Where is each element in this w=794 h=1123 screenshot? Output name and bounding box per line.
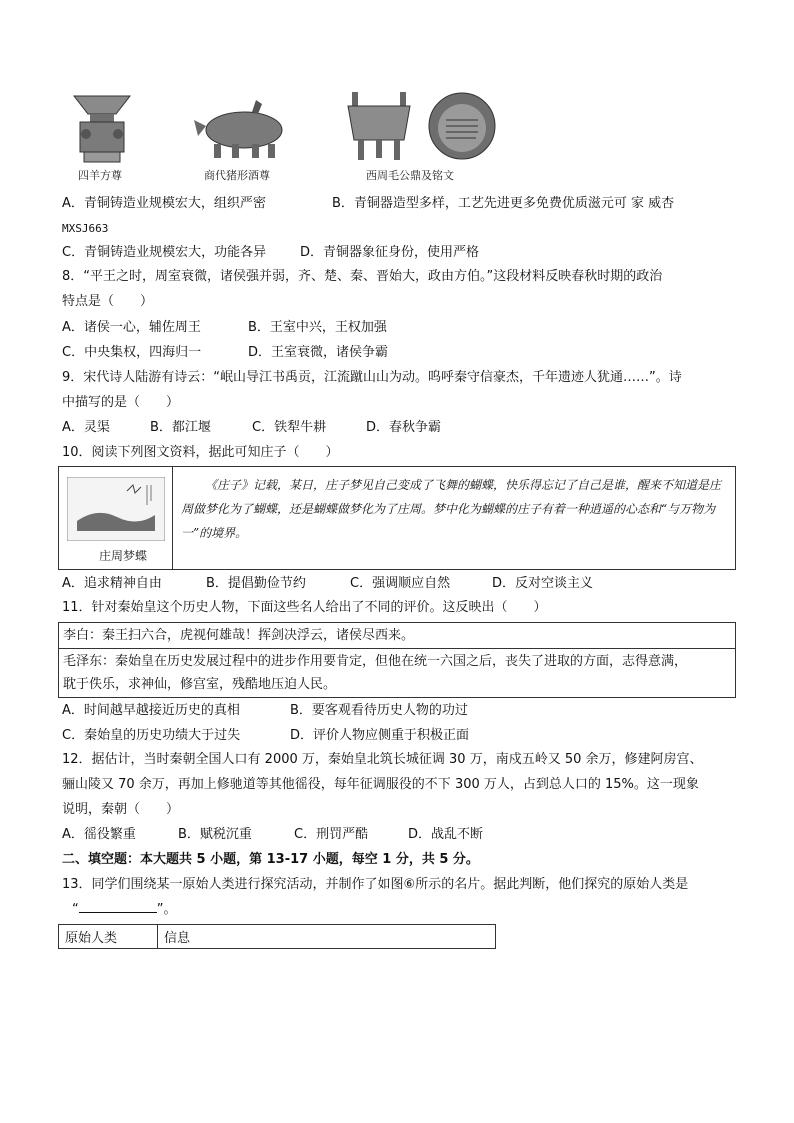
q9-option-c: C．铁犁牛耕 [252,420,327,435]
q7-option-a: A．青铜铸造业规模宏大，组织严密 [62,196,266,211]
open-quote: “ [72,902,79,917]
q7-option-b: B．青铜器造型多样，工艺先进更多免费优质滋元可 家 威杏 [332,196,675,211]
q8-option-c: C．中央集权，四海归一 [62,345,202,360]
figure-caption: 西周毛公鼎及铭文 [366,169,454,182]
q10-stem: 10．阅读下列图文资料，据此可知庄子（ ） [62,445,339,460]
watermark-code: MXSJ663 [62,222,109,235]
q8-stem-line1: 8．“平王之时，周室衰微，诸侯强并弱，齐、楚、秦、晋始大，政由方伯。”这段材料反映春秋时期的政治 [62,269,663,284]
q13-answer-line [72,900,177,919]
q11-option-a: A．时间越早越接近历史的真相 [62,703,240,718]
table-row [59,925,496,949]
answer-blank[interactable] [79,900,157,913]
quote-divider [59,648,735,649]
q12-stem-line2: 骊山陵又 70 余万，再加上修驰道等其他徭役，每年征调服役的不下 300 万人，占到总人口的 15%。这一现象 [62,777,699,792]
mao-quote-line2: 耽于佚乐，求神仙，修宫室，残酷地压迫人民。 [63,677,337,692]
q8-option-d: D．王室衰微，诸侯争霸 [248,345,389,360]
q12-option-c: C．刑罚严酷 [294,827,369,842]
q11-option-d: D．评价人物应侧重于积极正面 [290,728,470,743]
pig-shaped-zun-figure [192,96,290,162]
q10-option-a: A．追求精神自由 [62,576,162,591]
q11-quotes-box [58,622,736,698]
table-header-cell: 信息 [158,925,496,949]
q13-stem-line1: 13．同学们围绕某一原始人类进行探究活动，并制作了如图⑥所示的名片。据此判断，他们探究的原始人类是 [62,877,689,892]
q10-material-box [58,466,736,570]
q12-stem-line3: 说明，秦朝（ ） [62,802,180,817]
zhuangzhou-image-frame [59,467,173,569]
table-header-cell: 原始人类 [59,925,158,949]
figure-caption: 四羊方尊 [78,169,122,182]
mao-quote-line1: 毛泽东：秦始皇在历史发展过程中的进步作用要肯定，但他在统一六国之后，丧失了进取的方面，志得意满， [63,654,688,669]
q12-stem-line1: 12．据估计，当时秦朝全国人口有 2000 万，秦始皇北筑长城征调 30 万，南戍五岭又 50 余万，修建阿房宫、 [62,752,703,767]
q10-option-c: C．强调顺应自然 [350,576,451,591]
q12-option-b: B．赋税沉重 [178,827,252,842]
q9-stem-line2: 中描写的是（ ） [62,395,180,410]
zhuangzi-text: 《庄子》记载，某日，庄子梦见自己变成了飞舞的蝴蝶，快乐得忘记了自己是谁，醒来不知道是庄周做梦化为了蝴蝶，还是蝴蝶做梦化为了庄周。梦中化为蝴蝶的庄子有着一种逍遥的心态和“与万物为一”的境界。 [181,478,722,540]
q12-option-a: A．徭役繁重 [62,827,136,842]
q7-option-c: C．青铜铸造业规模宏大，功能各异 [62,245,267,260]
q12-option-d: D．战乱不断 [408,827,484,842]
maogong-ding-figure [342,90,416,164]
inscription-bowl-figure [426,90,498,162]
q9-option-a: A．灵渠 [62,420,110,435]
q9-stem-line1: 9．宋代诗人陆游有诗云：“岷山导江书禹贡，江流蹴山山为动。呜呼秦守信豪杰，千年遗迹人犹通……”。诗 [62,370,682,385]
q9-option-d: D．春秋争霸 [366,420,442,435]
close-quote: ”。 [156,902,177,917]
q8-option-b: B．王室中兴，王权加强 [248,320,387,335]
q11-stem: 11．针对秦始皇这个历史人物，下面这些名人给出了不同的评价。这反映出（ ） [62,600,547,615]
li-bai-quote: 李白：秦王扫六合，虎视何雄哉！挥剑决浮云，诸侯尽西来。 [63,628,415,643]
four-ram-zun-figure [66,92,138,166]
q10-option-b: B．提倡勤俭节约 [206,576,306,591]
q10-option-d: D．反对空谈主义 [492,576,594,591]
q8-stem-line2: 特点是（ ） [62,294,154,309]
q11-option-c: C．秦始皇的历史功绩大于过失 [62,728,241,743]
q13-info-table [58,924,496,949]
q9-option-b: B．都江堰 [150,420,211,435]
q8-option-a: A．诸侯一心，辅佐周王 [62,320,201,335]
q11-option-b: B．要客观看待历史人物的功过 [290,703,468,718]
image-caption: 庄周梦蝶 [99,549,148,563]
figure-caption: 商代猪形酒尊 [204,169,270,182]
zhuangzhou-dream-image [67,477,165,541]
q7-option-d: D．青铜器象征身份，使用严格 [300,245,480,260]
section-heading: 二、填空题：本大题共 5 小题，第 13-17 小题，每空 1 分，共 5 分。 [62,852,479,867]
